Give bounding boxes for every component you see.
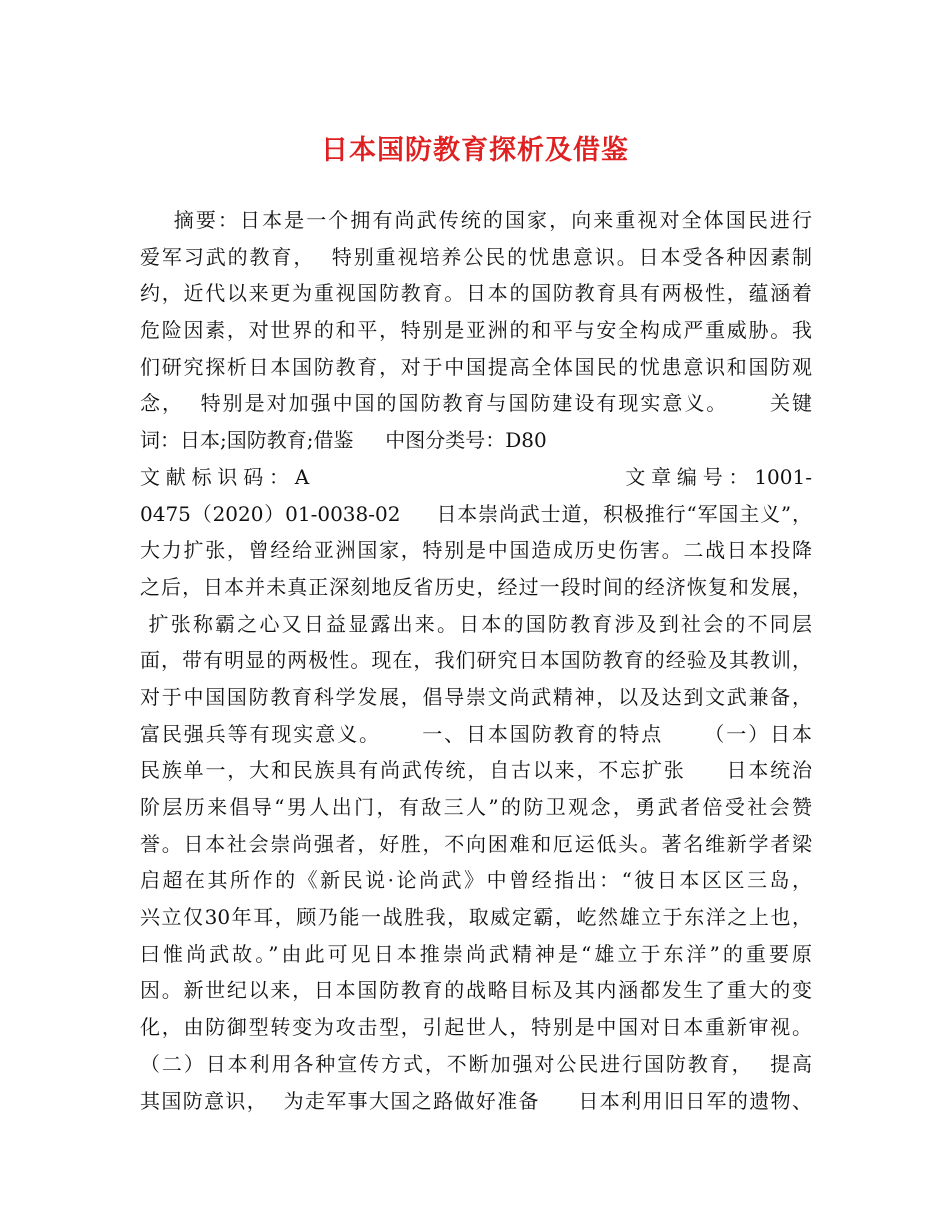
body-line: 富民强兵等有现实意义。 一、日本国防教育的特点 （一）日本 xyxy=(140,721,812,746)
body-line: 对于中国国防教育科学发展，倡导崇文尚武精神，以及达到文武兼备， xyxy=(140,684,812,709)
body-line: 启超在其所作的《新民说·论尚武》中曾经指出：“彼日本区区三岛， xyxy=(140,868,812,893)
body-line: 化，由防御型转变为攻击型，引起世人，特别是中国对日本重新审视。 xyxy=(140,1015,812,1040)
body-line: 念， 特别是对加强中国的国防教育与国防建设有现实意义。 关键 xyxy=(140,391,812,416)
body-line: 扩张称霸之心又日益显露出来。日本的国防教育涉及到社会的不同层 xyxy=(140,611,812,636)
body-line: 文献标识码：A 文章编号：1001- xyxy=(140,464,812,489)
body-line: 词：日本;国防教育;借鉴 中图分类号：D80 xyxy=(140,428,547,453)
body-line: 们研究探析日本国防教育，对于中国提高全体国民的忧患意识和国防观 xyxy=(140,354,812,379)
body-line: 曰惟尚武故。”由此可见日本推崇尚武精神是“雄立于东洋”的重要原 xyxy=(140,941,812,966)
body-line: 面，带有明显的两极性。现在，我们研究日本国防教育的经验及其教训， xyxy=(140,648,812,673)
body-line: 约，近代以来更为重视国防教育。日本的国防教育具有两极性，蕴涵着 xyxy=(140,281,812,306)
body-line: 爱军习武的教育， 特别重视培养公民的忧患意识。日本受各种因素制 xyxy=(140,244,812,269)
document-body xyxy=(140,202,812,1119)
body-line: 摘要：日本是一个拥有尚武传统的国家，向来重视对全体国民进行 xyxy=(140,208,812,232)
body-line: 因。新世纪以来，日本国防教育的战略目标及其内涵都发生了重大的变 xyxy=(140,978,812,1003)
body-line: 其国防意识， 为走军事大国之路做好准备 日本利用旧日军的遗物、 xyxy=(140,1088,812,1113)
body-line: 之后，日本并未真正深刻地反省历史，经过一段时间的经济恢复和发展， xyxy=(140,574,812,599)
body-line: 0475（2020）01-0038-02 日本崇尚武士道，积极推行“军国主义”， xyxy=(140,501,812,526)
body-line: （二）日本利用各种宣传方式，不断加强对公民进行国防教育， 提高 xyxy=(140,1051,812,1076)
body-line: 民族单一，大和民族具有尚武传统，自古以来，不忘扩张 日本统治 xyxy=(140,758,812,783)
body-line: 兴立仅30年耳，顾乃能一战胜我，取威定霸，屹然雄立于东洋之上也， xyxy=(140,905,812,930)
body-line: 阶层历来倡导“男人出门，有敌三人”的防卫观念，勇武者倍受社会赞 xyxy=(140,795,812,819)
body-line: 誉。日本社会崇尚强者，好胜，不向困难和厄运低头。著名维新学者梁 xyxy=(140,831,812,856)
document-title: 日本国防教育探析及借鉴 xyxy=(321,135,629,166)
body-line: 危险因素，对世界的和平，特别是亚洲的和平与安全构成严重威胁。我 xyxy=(140,318,812,343)
body-line: 大力扩张，曾经给亚洲国家，特别是中国造成历史伤害。二战日本投降 xyxy=(140,538,812,563)
